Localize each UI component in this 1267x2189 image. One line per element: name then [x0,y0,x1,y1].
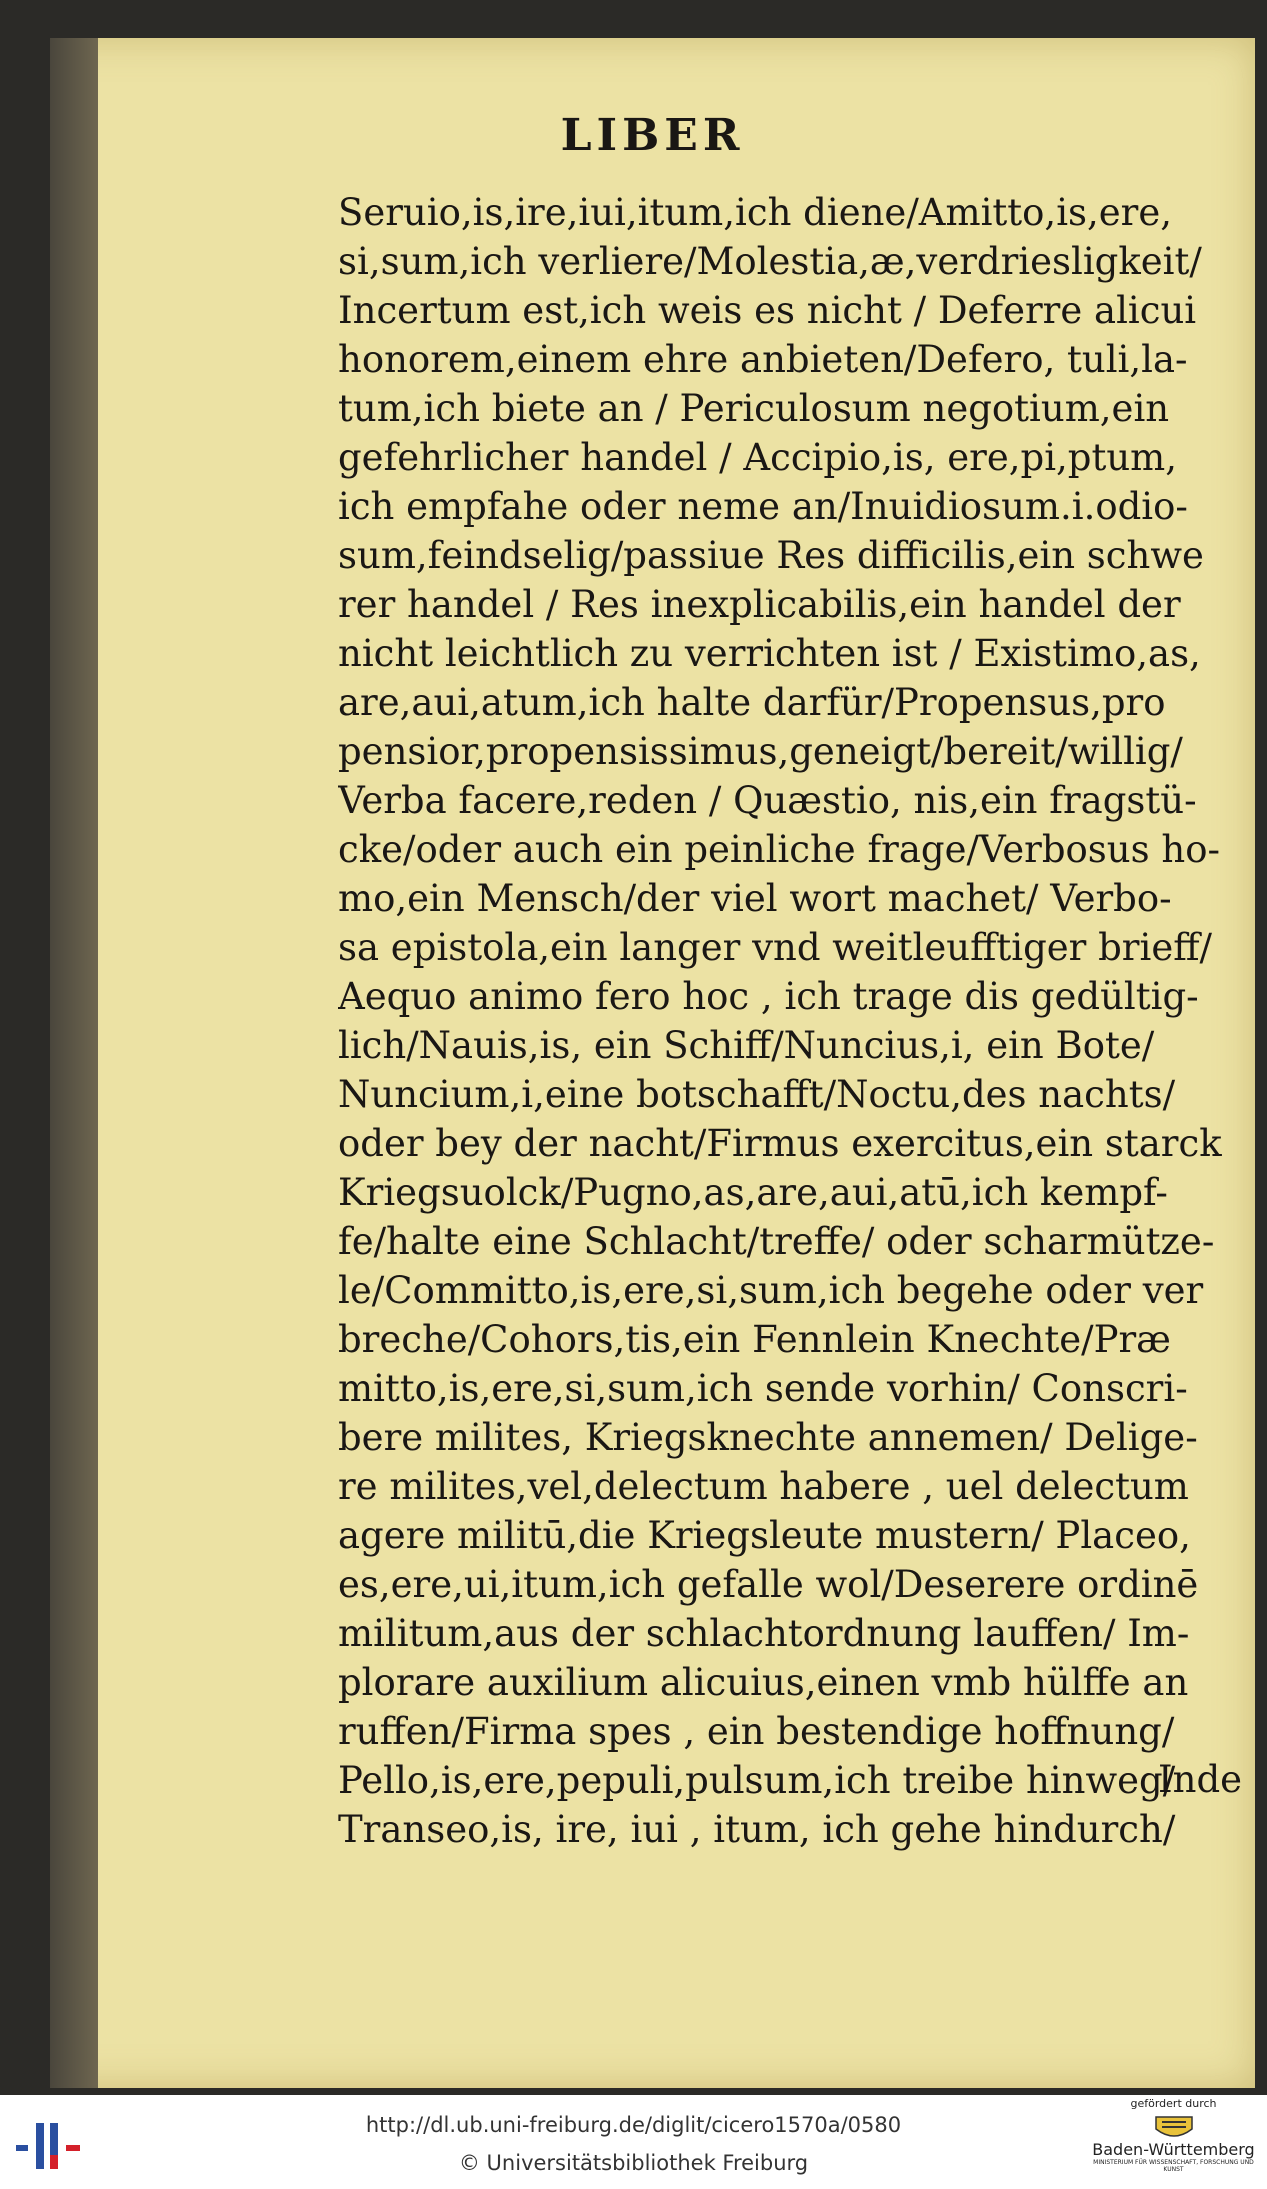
sponsor-block [1086,2097,1261,2187]
document-url[interactable]: http://dl.ub.uni-freiburg.de/diglit/cicero1570a/0580 [365,2113,902,2137]
text-line: lich/Nauis,is, ein Schiff/Nuncius,i, ein Bote/ [338,1024,1155,1067]
text-line: honorem,einem ehre anbieten/Defero, tuli,la- [338,338,1188,381]
text-line: sum,feindselig/passiue Res difficilis,ein schwe [338,534,1204,577]
text-line: Aequo animo fero hoc , ich trage dis gedültig- [338,975,1199,1018]
text-line: Transeo,is, ire, iui , itum, ich gehe hindurch/ [338,1808,1176,1851]
text-line: Verba facere,reden / Quæstio, nis,ein fragstü- [338,779,1197,822]
text-line: sa epistola,ein langer vnd weitleufftiger brieff/ [338,926,1212,969]
text-line: re milites,vel,delectum habere , uel delectum [338,1465,1189,1508]
text-line: ich empfahe oder neme an/Inuidiosum.i.odio- [338,485,1188,528]
text-line: breche/Cohors,tis,ein Fennlein Knechte/Præ [338,1318,1171,1361]
text-line: agere militū,die Kriegsleute mustern/ Placeo, [338,1514,1191,1557]
sponsor-subtitle: MINISTERIUM FÜR WISSENSCHAFT, FORSCHUNG UND KUNST [1093,2159,1254,2173]
text-line: tum,ich biete an / Periculosum negotium,ein [338,387,1170,430]
text-line: pensior,propensissimus,geneigt/bereit/willig/ [338,730,1183,773]
text-line: mitto,is,ere,si,sum,ich sende vorhin/ Conscri- [338,1367,1188,1410]
text-line: Nuncium,i,eine botschafft/Noctu,des nachts/ [338,1073,1176,1116]
text-line: le/Committo,is,ere,si,sum,ich begehe oder ver [338,1269,1204,1312]
text-line: bere milites, Kriegsknechte annemen/ Delige- [338,1416,1198,1459]
text-line: gefehrlicher handel / Accipio,is, ere,pi,ptum, [338,436,1178,479]
text-line: Seruio,is,ire,iui,itum,ich diene/Amitto,is,ere, [338,191,1173,234]
book-page [50,38,1255,2088]
text-line: si,sum,ich verliere/Molestia,æ,verdriesligkeit/ [338,240,1202,283]
text-line: rer handel / Res inexplicabilis,ein handel der [338,583,1181,626]
text-line: oder bey der nacht/Firmus exercitus,ein starck [338,1122,1222,1165]
text-line: nicht leichtlich zu verrichten ist / Existimo,as, [338,632,1201,675]
text-line: ruffen/Firma spes , ein bestendige hoffnung/ [338,1710,1175,1753]
text-line: cke/oder auch ein peinliche frage/Verbosus ho- [338,828,1220,871]
text-line: fe/halte eine Schlacht/treffe/ oder scharmütze- [338,1220,1215,1263]
text-line: Incertum est,ich weis es nicht / Deferre alicui [338,289,1197,332]
text-line: mo,ein Mensch/der viel wort machet/ Verbo- [338,877,1172,920]
text-block [338,188,1267,1854]
copyright-notice: © Universitätsbibliothek Freiburg [458,2151,809,2175]
footer-bar [0,2095,1267,2189]
text-line: plorare auxilium alicuius,einen vmb hülffe an [338,1661,1189,1704]
text-line: militum,aus der schlachtordnung lauffen/ Im- [338,1612,1190,1655]
state-crest-icon [1152,2113,1196,2141]
text-line: es,ere,ui,itum,ich gefalle wol/Deserere ordinē [338,1563,1199,1606]
page-header: LIBER [560,110,745,161]
catchword: Inde [1158,1758,1243,1801]
text-line: are,aui,atum,ich halte darfür/Propensus,pro [338,681,1166,724]
text-line: Pello,is,ere,pepuli,pulsum,ich treibe hinweg/ [338,1759,1176,1802]
text-line: Kriegsuolck/Pugno,as,are,aui,atū,ich kempf- [338,1171,1168,1214]
sponsor-caption: gefördert durch [1130,2097,1217,2110]
sponsor-name: Baden-Württemberg [1092,2140,1255,2159]
page-gutter [50,38,98,2088]
